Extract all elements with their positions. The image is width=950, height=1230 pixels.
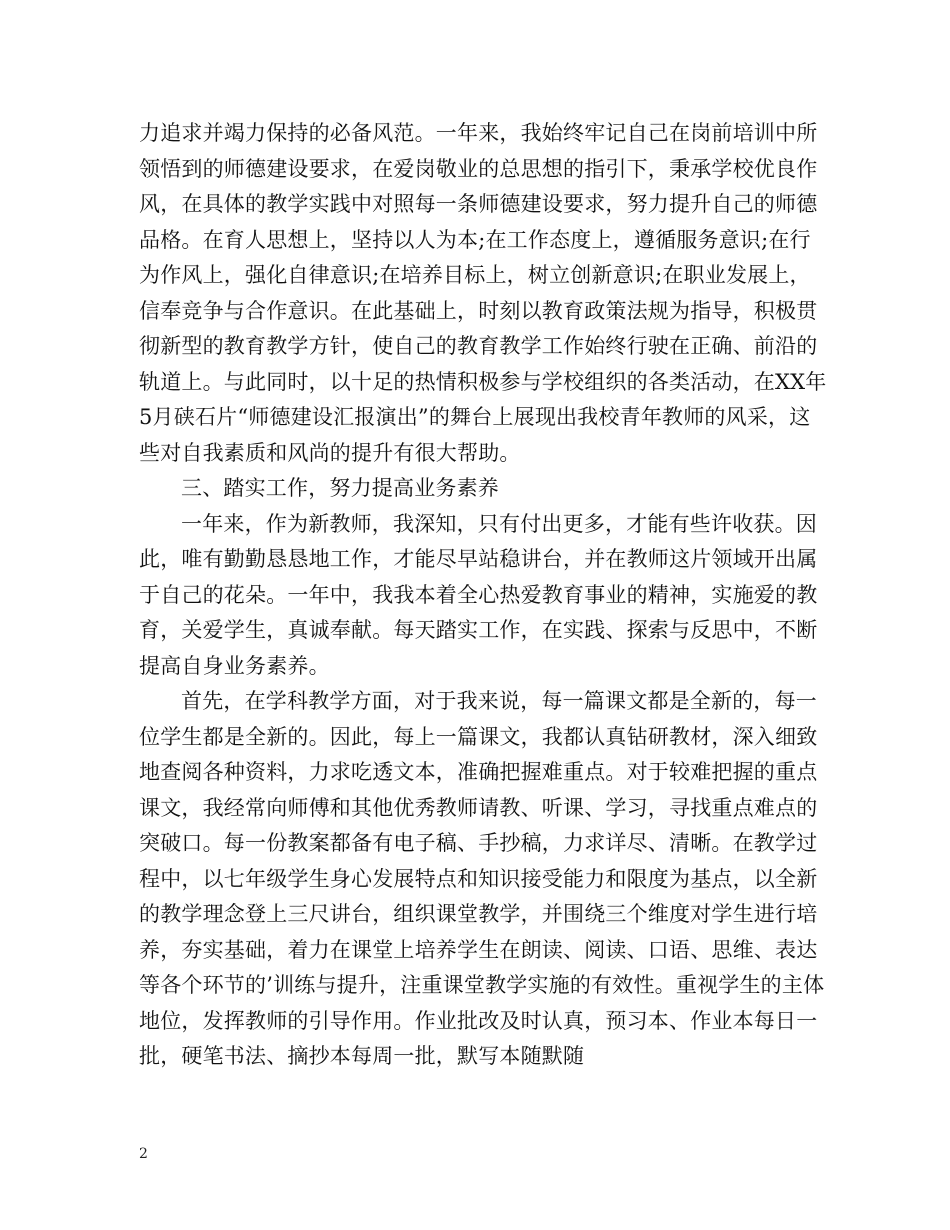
page-number: 2 [139,1146,148,1162]
section-heading-work-diligently: 三、踏实工作，努力提高业务素养 [181,476,499,500]
paragraph-new-teacher-effort: 一年来，作为新教师，我深知，只有付出更多，才能有些许收获。因此，唯有勤勤恳恳地工作，才能尽早站稳讲台，并在教师这片领域开出属于自己的花朵。一年中，我我本着全心热爱教育事业的精神，实施爱的教育，关爱学生，真诚奉献。每天踏实工作，在实践、探索与反思中，不断提高自身业务素养。 [139,511,818,678]
paragraph-teacher-ethics-continued: 力追求并竭力保持的必备风范。一年来，我始终牢记自己在岗前培训中所领悟到的师德建设要求，在爱岗敬业的总思想的指引下，秉承学校优良作风，在具体的教学实践中对照每一条师德建设要求，努力提升自己的师德品格。在育人思想上，坚持以人为本;在工作态度上，遵循服务意识;在行为作风上，强化自律意识;在培养目标上，树立创新意识;在职业发展上，信奉竞争与合作意识。在此基础上，时刻以教育政策法规为指导，积极贯彻新型的教育教学方针，使自己的教育教学工作始终行驶在正确、前沿的轨道上。与此同时，以十足的热情积极参与学校组织的各类活动，在XX年5月硖石片“师德建设汇报演出”的舞台上展现出我校青年教师的风采，这些对自我素质和风尚的提升有很大帮助。 [139,121,827,465]
paragraph-subject-teaching: 首先，在学科教学方面，对于我来说，每一篇课文都是全新的，每一位学生都是全新的。因此，每上一篇课文，我都认真钻研教材，深入细致地查阅各种资料，力求吃透文本，准确把握难重点。对于较难把握的重点课文，我经常向师傅和其他优秀教师请教、听课、学习，寻找重点难点的突破口。每一份教案都备有电子稿、手抄稿，力求详尽、清晰。在教学过程中，以七年级学生身心发展特点和知识接受能力和限度为基点，以全新的教学理念登上三尺讲台，组织课堂教学，并围绕三个维度对学生进行培养，夯实基础，着力在课堂上培养学生在朗读、阅读、口语、思维、表达等各个环节的’训练与提升，注重课堂教学实施的有效性。重视学生的主体地位，发挥教师的引导作用。作业批改及时认真，预习本、作业本每日一批，硬笔书法、摘抄本每周一批，默写本随默随 [139,689,825,1068]
document-body [139,116,829,1075]
